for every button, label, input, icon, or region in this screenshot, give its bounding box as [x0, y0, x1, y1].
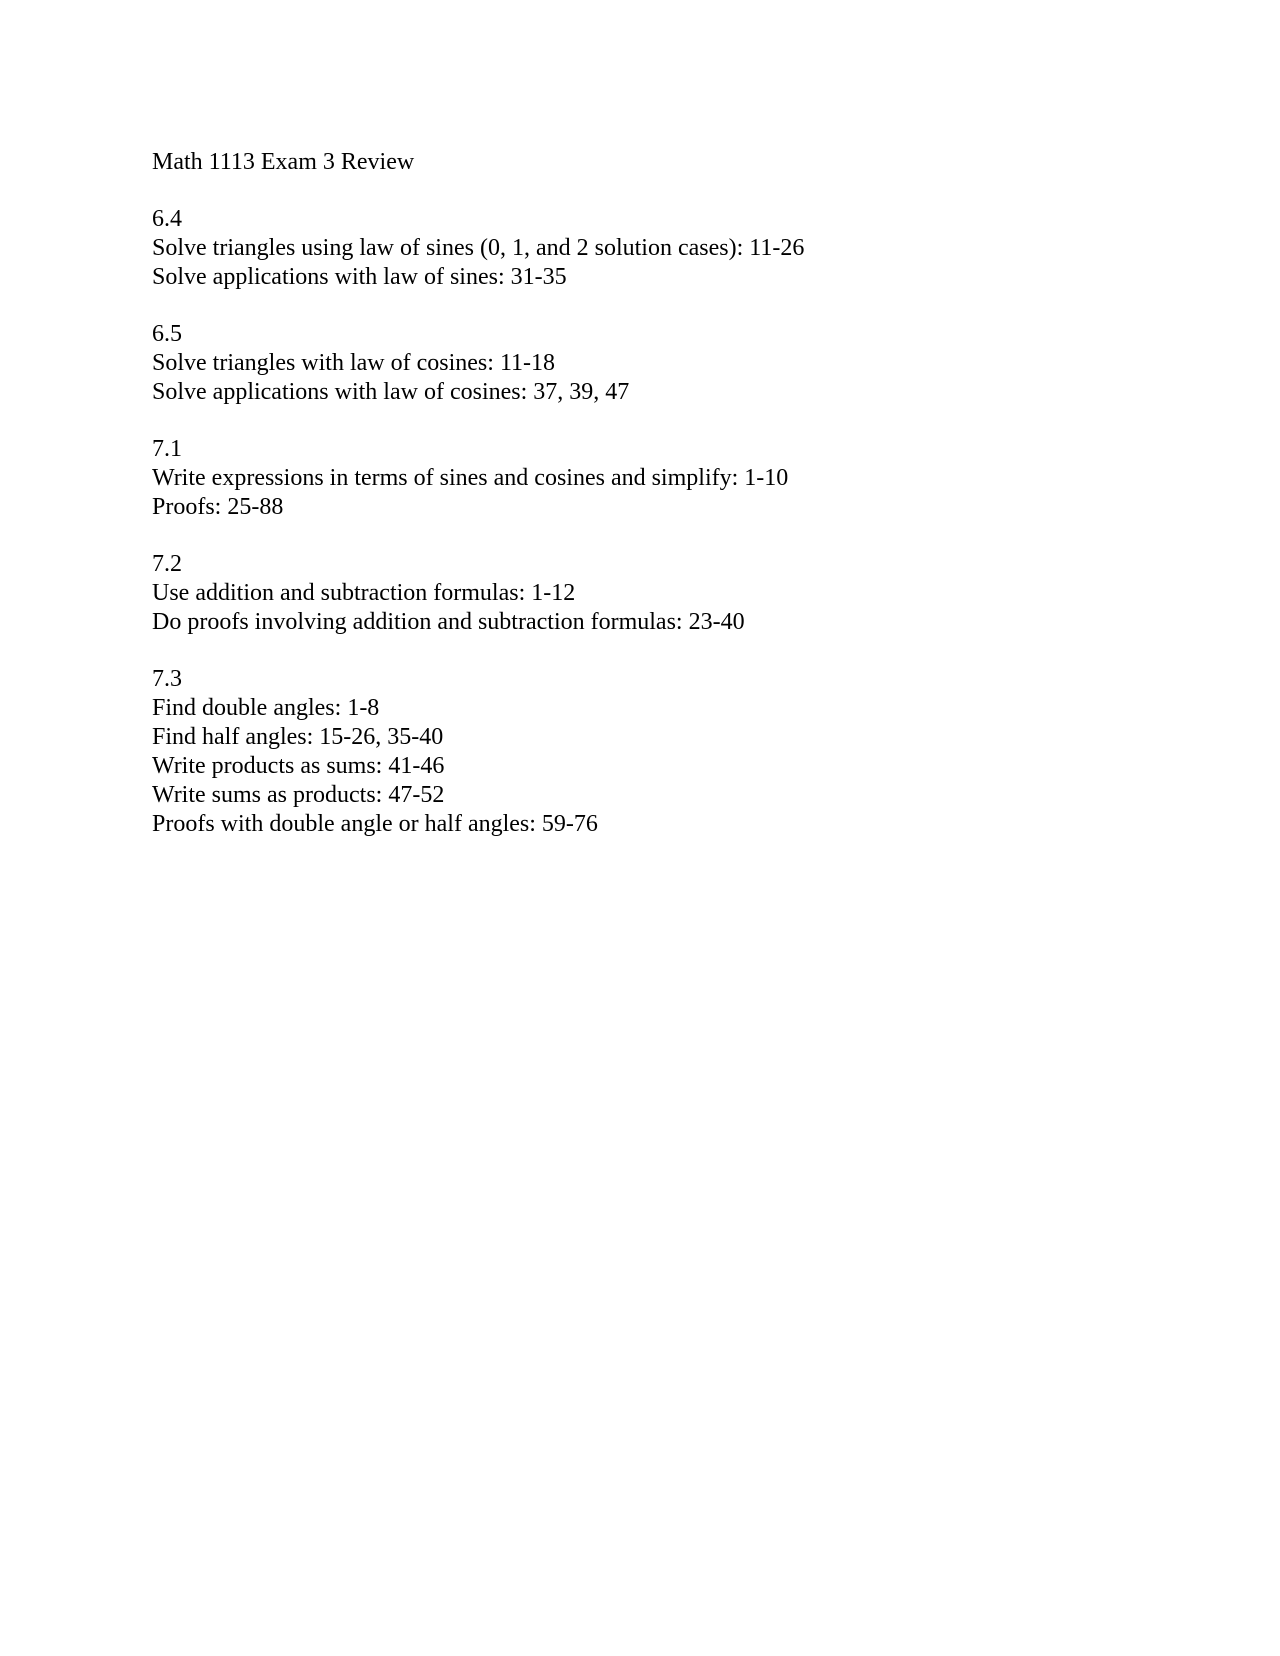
- section-6-4: [152, 205, 1152, 292]
- section-heading: 7.1: [152, 436, 182, 462]
- review-item: Write products as sums: 41-46: [152, 753, 445, 779]
- review-item: Do proofs involving addition and subtraction formulas: 23-40: [152, 609, 745, 635]
- review-item: Solve applications with law of sines: 31-35: [152, 264, 567, 290]
- section-heading: 6.5: [152, 321, 182, 347]
- section-6-5: [152, 320, 1152, 407]
- review-item: Proofs: 25-88: [152, 494, 284, 520]
- section-heading: 7.3: [152, 666, 182, 692]
- review-item: Proofs with double angle or half angles: 59-76: [152, 811, 598, 837]
- section-7-2: [152, 550, 1152, 637]
- section-7-3: [152, 665, 1152, 839]
- document-content: [152, 148, 1152, 839]
- document-title: Math 1113 Exam 3 Review: [152, 149, 415, 175]
- review-item: Write sums as products: 47-52: [152, 782, 445, 808]
- review-item: Write expressions in terms of sines and cosines and simplify: 1-10: [152, 465, 789, 491]
- review-item: Solve triangles using law of sines (0, 1, and 2 solution cases): 11-26: [152, 235, 805, 261]
- review-item: Use addition and subtraction formulas: 1-12: [152, 580, 576, 606]
- section-heading: 7.2: [152, 551, 182, 577]
- review-item: Solve applications with law of cosines: 37, 39, 47: [152, 379, 630, 405]
- review-item: Find double angles: 1-8: [152, 695, 380, 721]
- review-item: Find half angles: 15-26, 35-40: [152, 724, 444, 750]
- review-item: Solve triangles with law of cosines: 11-18: [152, 350, 556, 376]
- section-7-1: [152, 435, 1152, 522]
- section-heading: 6.4: [152, 206, 182, 232]
